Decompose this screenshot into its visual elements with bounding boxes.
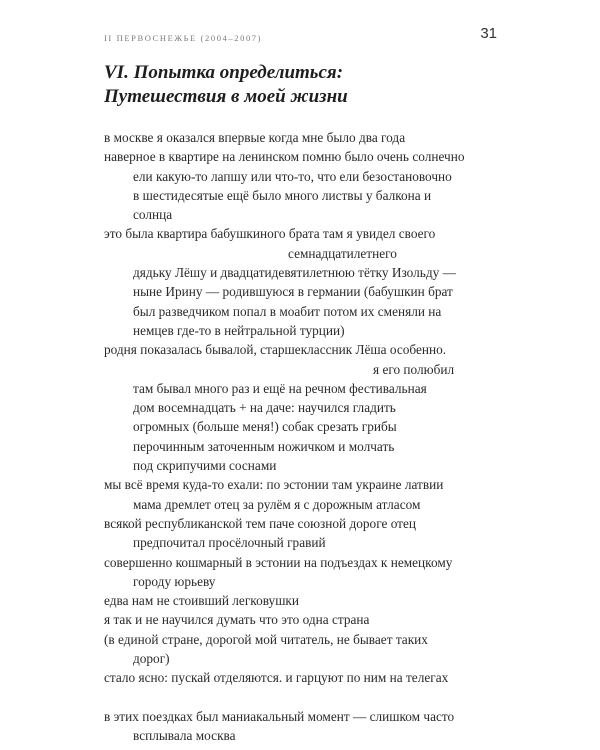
poem-line: (в единой стране, дорогой мой читатель, не бывает таких [104,631,428,647]
poem-line: немцев где-то в нейтральной турции) [133,322,345,338]
poem-line: предпочитал просёлочный гравий [133,535,326,551]
poem-line: наверное в квартире на ленинском помню было очень солнечно [104,149,465,165]
stanza-break [104,688,494,707]
poem-line: это была квартира бабушкиного брата там я увидел своего [104,226,436,242]
poem-line: семнадцатилетнего [288,245,397,261]
poem-line: всякой республиканской тем паче союзной дороге отец [104,515,417,531]
poem-body [104,128,494,746]
running-head: II ПЕРВОСНЕЖЬЕ (2004–2007) [104,33,263,43]
poem-line: перочинным заточенным ножичком и молчать [133,438,395,454]
poem-line: под скрипучими соснами [133,458,277,474]
poem-line: я его полюбил [373,361,455,377]
poem-line: городу юрьеву [133,573,216,589]
poem-line: всплывала москва [133,728,236,744]
poem-line: мы всё время куда-то ехали: по эстонии там украине латвии [104,477,444,493]
poem-line: огромных (больше меня!) собак срезать грибы [133,419,397,435]
chapter-title-line-2: Путешествия в моей жизни [104,86,348,107]
poem-line: мама дремлет отец за рулём я с дорожным атласом [133,496,421,512]
page-number: 31 [480,25,497,42]
poem-line: там бывал много раз и ещё на речном фестивальная [133,380,427,396]
chapter-title-line-1: VI. Попытка определиться: [104,62,344,83]
chapter-title [104,61,348,109]
poem-line: в москве я оказался впервые когда мне было два года [104,130,406,145]
poem-line: стало ясно: пускай отделяются. и гарцуют по ним на телегах [104,670,449,686]
poem-line: дорог) [133,651,170,667]
poem-line: дядьку Лёшу и двадцатидевятилетнюю тётку Изольду — [133,265,456,281]
poem-line: совершенно кошмарный в эстонии на подъездах к немецкому [104,554,453,570]
poem-line: ныне Ирину — родившуюся в германии (бабушкин брат [133,284,453,300]
poem-line: в шестидесятые ещё было много листвы у балкона и [133,187,432,203]
poem-line: в этих поездках был маниакальный момент — слишком часто [104,708,455,724]
poem-line: я так и не научился думать что это одна страна [104,612,370,628]
poem-line: родня показалась бывалой, старшеклассник Лёша особенно. [104,342,447,358]
poem-line: едва нам не стоивший легковушки [104,593,300,609]
poem-line: дом восемнадцать + на даче: научился гладить [133,400,396,416]
poem-line: был разведчиком попал в моабит потом их сменяли на [133,303,442,319]
poem-line: солнца [133,207,173,223]
poem-line: ели какую-то лапшу или что-то, что ели безостановочно [133,168,452,184]
